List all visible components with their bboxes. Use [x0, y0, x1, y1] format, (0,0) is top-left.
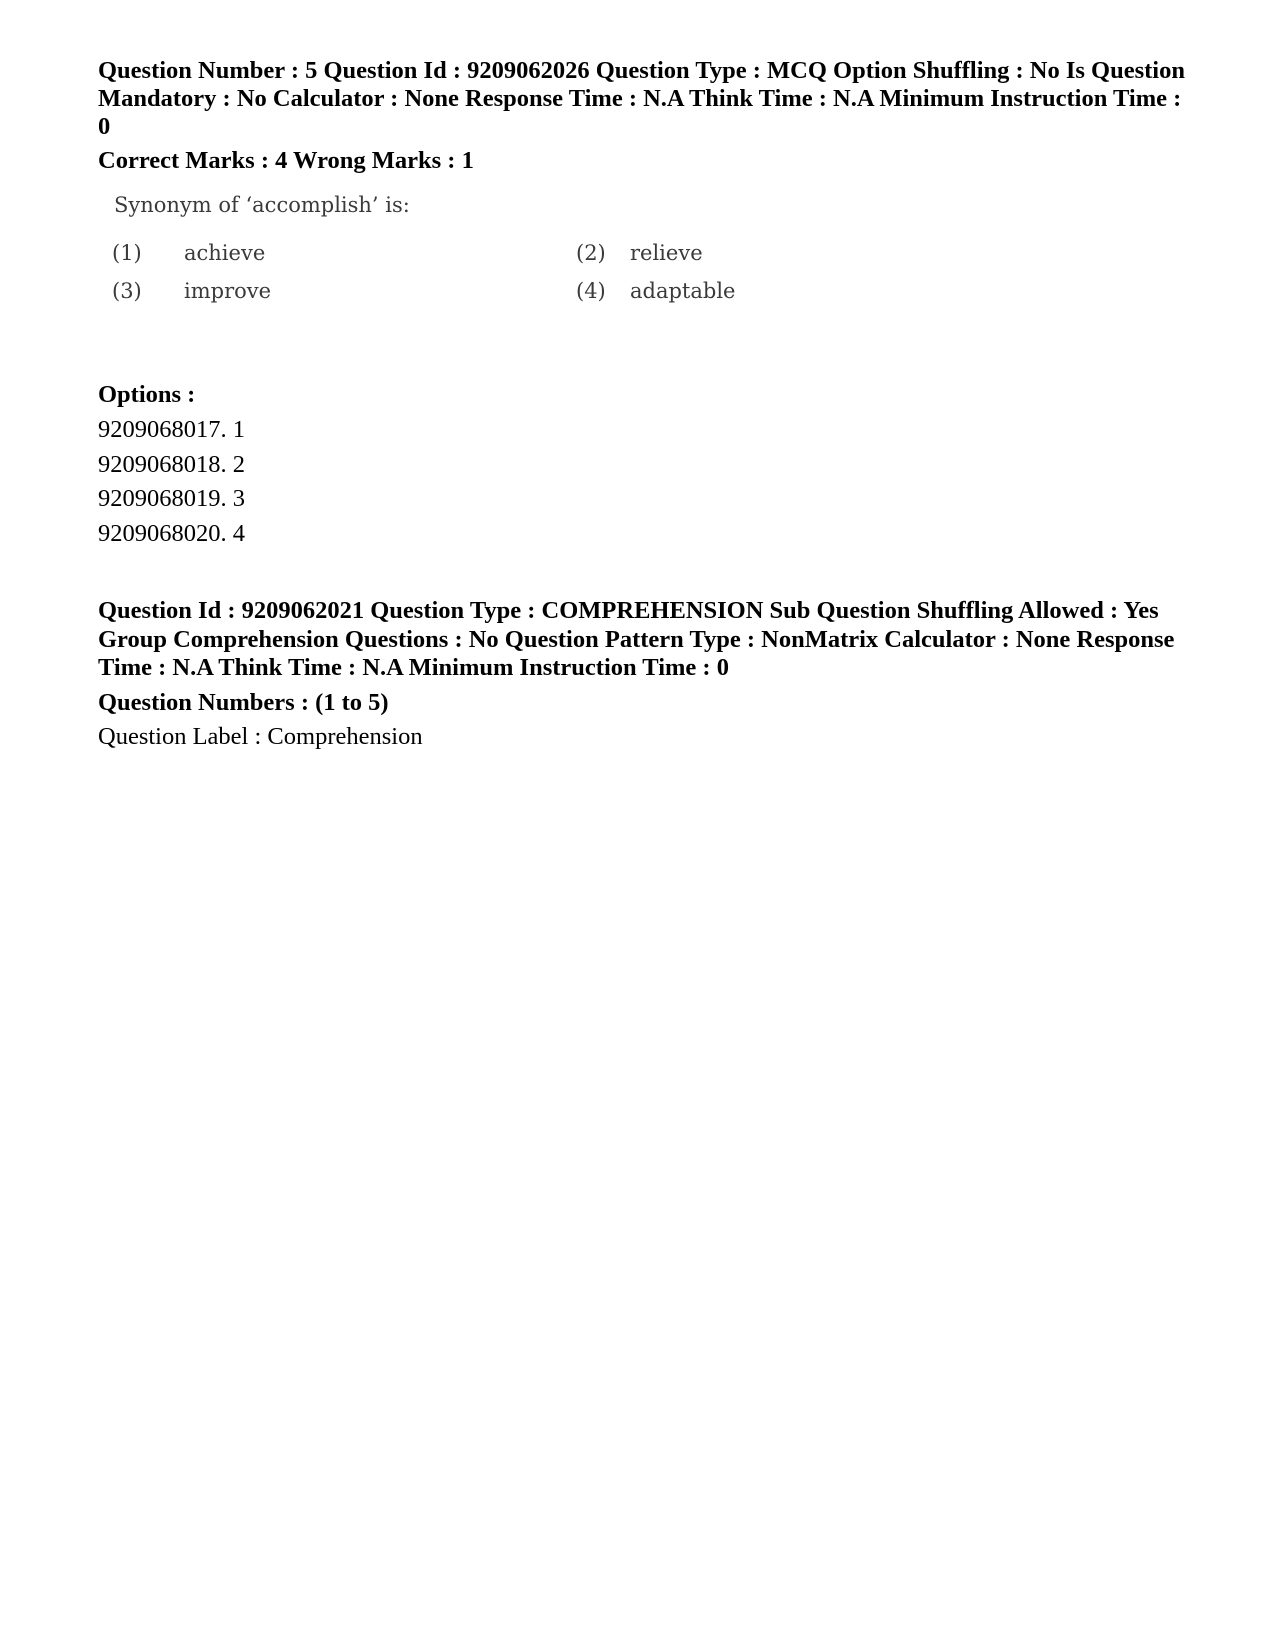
- options-list: [98, 413, 1198, 551]
- marks-info: Correct Marks : 4 Wrong Marks : 1: [98, 147, 474, 174]
- question-meta: Question Number : 5 Question Id : 9209062026 Question Type : MCQ Option Shuffling : No Is Question Mandatory : No Calculator : None Response Time : N.A Think Time : N.A Minimum Instruction Time : 0: [98, 57, 1185, 140]
- choice-3-number: (3): [112, 279, 142, 303]
- option-item: 9209068018. 2: [98, 450, 245, 478]
- comprehension-meta: Question Id : 9209062021 Question Type : COMPREHENSION Sub Question Shuffling Allowed : Yes Group Comprehension Questions : No Question Pattern Type : NonMatrix Calculator : None Response Time : N.A Think Time : N.A Minimum Instruction Time : 0: [98, 597, 1175, 681]
- option-item: 9209068017. 1: [98, 416, 245, 443]
- document-page: [98, 57, 1198, 751]
- question-label: Question Label : Comprehension: [98, 722, 423, 750]
- choice-3-text: improve: [184, 279, 272, 303]
- choice-4-text: adaptable: [630, 279, 736, 303]
- question-stem: Synonym of ‘accomplish’ is:: [114, 193, 410, 217]
- choice-1-number: (1): [112, 241, 142, 265]
- choice-4-number: (4): [576, 279, 606, 303]
- choice-1-text: achieve: [184, 241, 266, 265]
- option-item: 9209068019. 3: [98, 485, 245, 512]
- option-item: 9209068020. 4: [98, 519, 245, 547]
- options-heading: Options :: [98, 381, 196, 408]
- question-numbers: Question Numbers : (1 to 5): [98, 688, 389, 716]
- choice-2-text: relieve: [630, 241, 703, 265]
- question-image: [98, 183, 1198, 333]
- choice-2-number: (2): [576, 241, 606, 265]
